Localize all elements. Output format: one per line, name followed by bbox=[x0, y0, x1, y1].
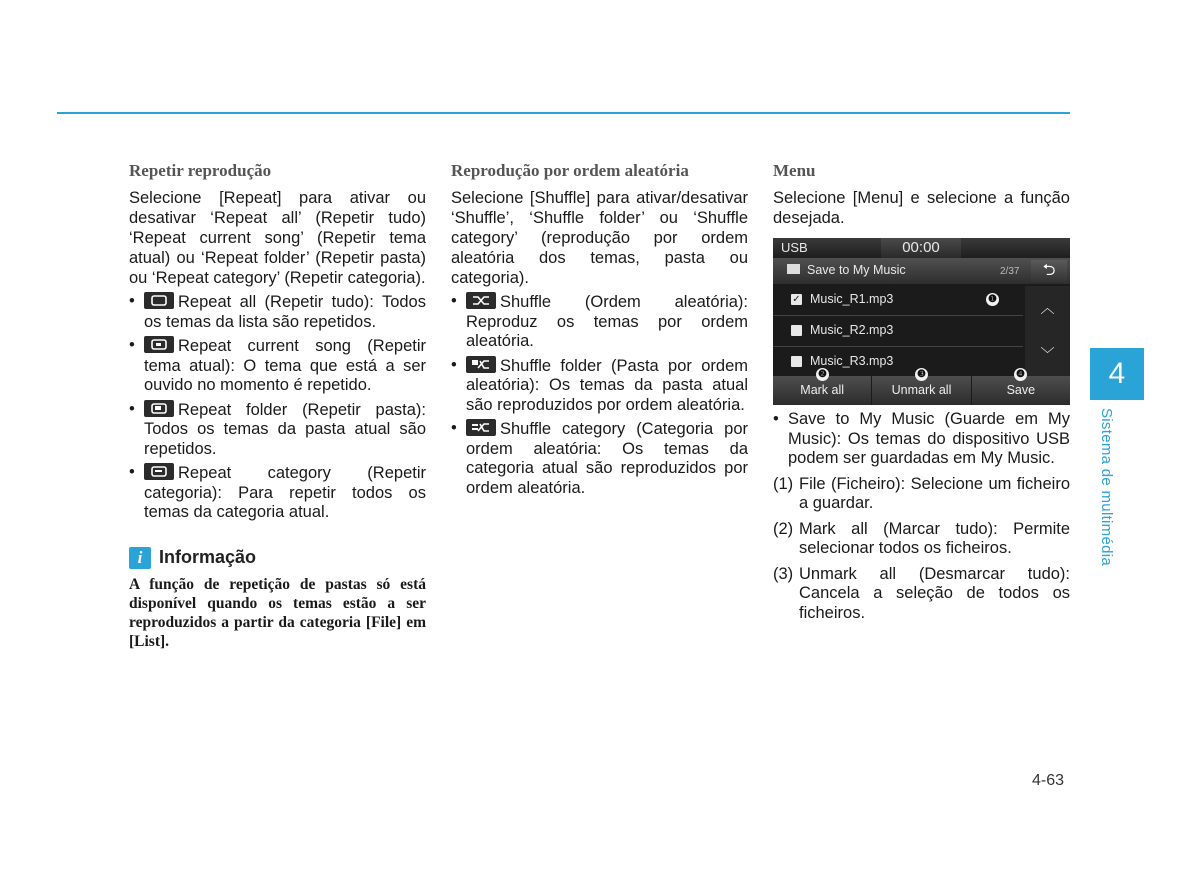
file-name: Music_R1.mp3 bbox=[810, 292, 894, 306]
file-name: Music_R2.mp3 bbox=[810, 323, 894, 337]
back-button[interactable] bbox=[1031, 260, 1067, 282]
mark-all-button[interactable]: Mark all bbox=[773, 376, 872, 405]
chapter-tab-label: Sistema de multimédia bbox=[1098, 408, 1115, 567]
file-row[interactable] bbox=[773, 316, 1023, 347]
callout-3: ❸ bbox=[915, 368, 928, 381]
list-item: • Repeat folder (Repetir pasta): Todos os temas da pasta atual são repetidos. bbox=[129, 399, 426, 458]
menu-details bbox=[773, 410, 1070, 629]
checkbox-icon[interactable] bbox=[791, 325, 802, 336]
menu-bullet-list bbox=[773, 410, 1070, 469]
repeat-intro: Selecione [Repeat] para ativar ou desativar ‘Repeat all’ (Repetir tudo) ‘Repeat current song’ (Repetir tema atual) ou ‘Repeat folder’ (Repetir pasta) ou ‘Repeat category’ (Repetir categoria). bbox=[129, 189, 426, 287]
column-menu bbox=[773, 160, 1070, 228]
unmark-all-button[interactable]: Unmark all bbox=[872, 376, 971, 405]
list-item: • Shuffle folder (Pasta por ordem aleatória): Os temas da pasta atual são reproduzidos por ordem aleatória. bbox=[451, 355, 748, 414]
list-item: • Repeat current song (Repetir tema atual): O tema que está a ser ouvido no momento é repetido. bbox=[129, 336, 426, 394]
repeat-category-icon bbox=[144, 463, 174, 480]
checkbox-checked-icon[interactable]: ✓ bbox=[792, 294, 801, 305]
shuffle-category-icon bbox=[466, 419, 496, 436]
list-item: • Repeat category (Repetir categoria): Para repetir todos os temas da categoria atual. bbox=[129, 463, 426, 521]
list-item: (3) Unmark all (Desmarcar tudo): Cancela a seleção de todos os ficheiros. bbox=[773, 564, 1070, 622]
folder-icon bbox=[787, 264, 800, 274]
section-heading-shuffle: Reprodução por ordem aleatória bbox=[451, 161, 689, 180]
callout-1: ❶ bbox=[986, 293, 999, 306]
info-text: A função de repetição de pastas só está disponível quando os temas estão a ser reproduzidos a partir da categoria [File] em [List]. bbox=[129, 575, 426, 650]
file-count: 2/37 bbox=[1000, 266, 1020, 277]
info-icon: i bbox=[129, 547, 151, 569]
column-repeat bbox=[129, 160, 426, 651]
source-label: USB bbox=[781, 240, 808, 255]
back-arrow-icon: ⮌ bbox=[1042, 262, 1056, 279]
repeat-current-song-icon bbox=[144, 336, 174, 353]
shuffle-folder-icon bbox=[466, 356, 496, 373]
screen-status-bar bbox=[773, 238, 1070, 258]
scroll-down-icon[interactable]: ﹀ bbox=[1040, 346, 1055, 362]
list-item: • Shuffle category (Categoria por ordem aleatória: Os temas da categoria atual são reproduzidos por ordem aleatória. bbox=[451, 419, 748, 497]
title-bar-label: Save to My Music bbox=[807, 263, 906, 277]
menu-numbered-list bbox=[773, 475, 1070, 624]
list-item: • Save to My Music (Guarde em My Music): Os temas do dispositivo USB podem ser guardadas em My Music. bbox=[773, 410, 1070, 467]
scroll-up-icon[interactable]: ︿ bbox=[1040, 300, 1055, 316]
chapter-tab: 4 bbox=[1090, 348, 1144, 400]
header-rule bbox=[57, 112, 1070, 114]
repeat-all-icon bbox=[144, 292, 174, 309]
repeat-folder-icon bbox=[144, 400, 174, 417]
file-row[interactable] bbox=[773, 347, 1023, 375]
list-item: • Repeat all (Repetir tudo): Todos os temas da lista são repetidos. bbox=[129, 292, 426, 331]
callout-2: ❷ bbox=[816, 368, 829, 381]
info-header bbox=[129, 547, 426, 569]
list-item: (1) File (Ficheiro): Selecione um ficheiro a guardar. bbox=[773, 474, 1070, 512]
save-button[interactable]: Save bbox=[972, 376, 1070, 405]
menu-intro: Selecione [Menu] e selecione a função desejada. bbox=[773, 189, 1070, 227]
section-heading-menu: Menu bbox=[773, 161, 816, 180]
column-shuffle bbox=[451, 160, 748, 502]
checkbox-icon[interactable] bbox=[791, 356, 802, 367]
list-item: • Shuffle (Ordem aleatória): Reproduz os temas por ordem aleatória. bbox=[451, 292, 748, 350]
file-name: Music_R3.mp3 bbox=[810, 354, 894, 368]
list-item: (2) Mark all (Marcar tudo): Permite selecionar todos os ficheiros. bbox=[773, 519, 1070, 557]
shuffle-list bbox=[451, 292, 748, 498]
page-number: 4-63 bbox=[1032, 772, 1065, 789]
title-bar bbox=[773, 258, 1070, 284]
shuffle-icon bbox=[466, 292, 496, 309]
clock: 00:00 bbox=[881, 238, 961, 258]
head-unit-screen bbox=[773, 238, 1070, 405]
scroll-controls bbox=[1025, 286, 1070, 376]
info-title: Informação bbox=[159, 547, 257, 567]
shuffle-intro: Selecione [Shuffle] para ativar/desativar ‘Shuffle’, ‘Shuffle folder’ ou ‘Shuffle category’ (reprodução por ordem aleatória dos temas, pasta ou categoria). bbox=[451, 189, 748, 287]
callout-4: ❹ bbox=[1014, 368, 1027, 381]
repeat-list bbox=[129, 292, 426, 523]
section-heading-repeat: Repetir reprodução bbox=[129, 161, 272, 180]
